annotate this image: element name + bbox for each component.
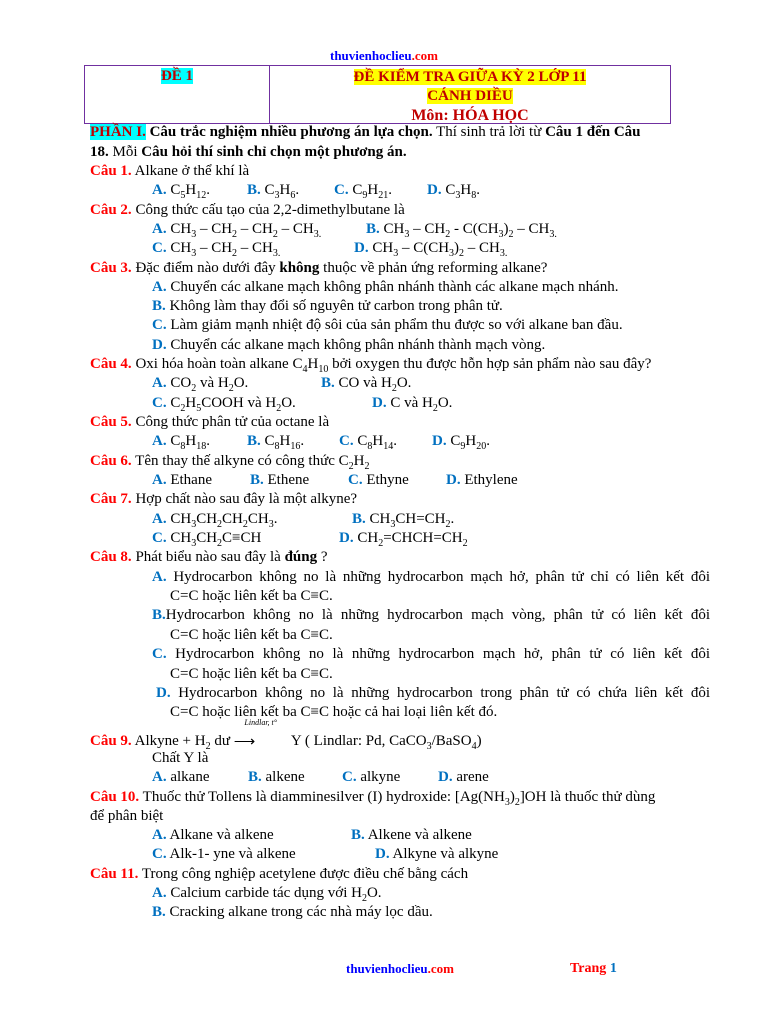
q8-option-b [152,607,710,624]
q4-options-ab: A. $CO_2$ và $H_2O$. B. CO và $H_2O$. [152,375,412,394]
option-a-label: A. [152,769,167,785]
intro-bold-2: Câu 1 đến Câu [545,124,641,140]
option-a-text: Ethane [166,472,212,488]
q9-text-3: Y ( Lindlar: Pd, CaCO [287,732,427,749]
option-d-label: D. [438,769,453,785]
option-a-text-2: O. [366,885,382,901]
q8-option-b-cont [170,627,333,644]
q6-label: Câu 6. [90,453,132,469]
intro-bold-3: 18. [90,144,109,160]
option-b-text: Không làm thay đổi số nguyên tử carbon trong phân tử. [169,298,503,314]
option-d-text: Hydrocarbon không no là những hydrocarbon trong phân tử có chứa liên kết đôi [170,685,710,701]
option-c-label: C. [152,530,167,546]
option-b-cont: C=C hoặc liên kết ba C≡C. [170,627,333,643]
question-1 [90,163,249,180]
q8-option-c-cont [170,666,333,683]
question-6: Câu 6. Tên thay thế alkyne có công thức $C_2H_2$ [90,453,370,472]
option-b-text: Ethene [263,472,310,488]
page-num: 1 [609,961,617,976]
q11-label: Câu 11. [90,866,139,882]
option-a-cont: C=C hoặc liên kết ba C≡C. [170,588,333,604]
option-c-text: Hydrocarbon không no là những hydrocarbon mạch hở, phân tử có liên kết đôi [166,646,710,662]
q3-option-a [152,279,619,296]
page-number [570,961,617,977]
option-c-label: C. [152,240,167,256]
q3-option-d [152,337,545,354]
q8-option-a-cont [170,588,333,605]
option-d-text: Alkyne và alkyne [389,846,499,862]
option-a-text: alkane [166,769,210,785]
option-d-label: D. [432,433,447,449]
option-a-label: A. [152,511,167,527]
option-c-text: alkyne [356,769,401,785]
q9-text-5: ) [476,732,482,749]
option-c-text: Ethyne [362,472,409,488]
intro-text-1: Thí sinh trả lời từ [432,124,546,140]
intro-text-2: Mỗi [108,144,142,160]
q3-label: Câu 3. [90,260,132,276]
option-a-label: A. [152,221,167,237]
q3-text-2: thuộc về phản ứng reforming alkane? [319,260,548,276]
option-b-label: B. [366,221,380,237]
reaction-arrow-icon: Lindlar, t° ⟶ [234,732,288,751]
option-c-label: C. [342,769,357,785]
option-d-cont: C=C hoặc liên kết ba C≡C hoặc cả hai loại liên kết đó. [170,704,498,720]
option-d-label: D. [339,530,354,546]
question-3 [90,260,547,277]
option-a-label: A. [152,827,167,843]
option-c-label: C. [152,317,167,333]
q4-text-1: Oxi hóa hoàn toàn alkane C [131,356,303,372]
q3-bold: không [279,260,320,276]
header-right-cell [270,66,670,123]
q8-text-2: ? [317,549,328,565]
q10-text-2: ) [509,789,515,805]
q2-options-cd: C. $CH_3 - CH_2 - CH_{3.}$ D. $CH_3 - C(CH_3)_2 - CH_{3.}$ [152,240,508,259]
q1-options: A. $C_5H_{12}$. B. $C_3H_6$. C. $C_9H_{21}$. D. $C_3H_8$. [152,182,480,201]
option-c-label: C. [152,395,167,411]
option-b-label: B. [247,182,261,198]
q8-text-1: Phát biểu nào sau đây là [131,549,285,565]
q8-option-a [152,569,710,586]
option-b-label: B. [351,827,365,843]
q2-options-ab: A. $CH_3 - CH_2 - CH_2 - CH_{3.}$ B. $CH_3 - CH_2 - C(CH_3)_2 - CH_{3.}$ [152,221,557,240]
q4-text-2: bởi oxygen thu được hỗn hợp sản phẩm nào sau đây? [328,356,652,372]
q9-line-2 [152,750,208,767]
option-b-text: Cracking alkane trong các nhà máy lọc dầu. [165,904,433,920]
site-name: thuvienhoclieu [330,48,412,63]
q5-label: Câu 5. [90,414,132,430]
option-d-text: arene [452,769,489,785]
q8-bold: đúng [284,549,318,565]
q7-options-cd: C. $CH_3CH_2C\equiv CH$ D. $CH_2=CHCH=CH_2$ [152,530,468,549]
q8-option-c [152,646,710,663]
option-d-label: D. [427,182,442,198]
option-c-label: C. [348,472,363,488]
option-c-label: C. [152,646,167,662]
q9-text-line2: Chất Y là [152,750,209,766]
option-a-label: A. [152,885,167,901]
site-tld: .com [411,48,438,63]
question-4: Câu 4. Oxi hóa hoàn toàn alkane $C_4H_{10}$ bởi oxygen thu được hỗn hợp sản phẩm nào sau đây? [90,356,652,375]
q10-options-cd [152,846,499,863]
q11-text: Trong công nghiệp acetylene được điều chế bằng cách [138,866,469,882]
option-c-label: C. [334,182,349,198]
arrow-label: Lindlar, t° [244,718,277,727]
option-c-label: C. [339,433,354,449]
q6-text: Tên thay thế alkyne có công thức C [131,453,349,469]
exam-subject: Môn: HÓA HỌC [411,107,529,124]
question-9: Câu 9. Alkyne + $H_2$ dư Lindlar, t° ⟶ Y ( Lindlar: Pd, CaCO$_3$/BaSO$_4$) [90,718,482,752]
q8-option-d-cont [170,704,497,721]
option-a-text: Alkane và alkene [166,827,274,843]
q10-options-ab [152,827,472,844]
q10-line-2 [90,808,163,825]
intro-bold-4: Câu hỏi thí sinh chỉ chọn một phương án. [141,144,407,160]
option-d-text: Ethylene [460,472,518,488]
option-d-label: D. [372,395,387,411]
q8-label: Câu 8. [90,549,132,565]
site-name-top [0,48,768,64]
q3-text-1: Đặc điểm nào dưới đây [131,260,280,276]
q8-option-d [156,685,710,702]
q6-options [152,472,518,489]
exam-title: ĐỀ KIỂM TRA GIỮA KỲ 2 LỚP 11 [353,69,587,85]
header-table [84,65,671,124]
option-a-label: A. [152,569,167,585]
page-label: Trang [570,961,607,976]
option-d-label: D. [375,846,390,862]
option-c-text: Alk-1- yne và alkene [166,846,296,862]
q11-option-a: A. Calcium carbide tác dụng với $H_2O$. [152,885,382,904]
question-10: Câu 10. Thuốc thử Tollens là diamminesilver (I) hydroxide: $[Ag(NH_3)_2]OH$ là thuốc thử dùng [90,789,656,808]
question-11 [90,866,468,883]
option-d-label: D. [152,337,167,353]
site-tld: .com [427,961,454,976]
q1-text: Alkane ở thể khí là [131,163,250,179]
option-c-label: C. [152,846,167,862]
option-d-label: D. [446,472,461,488]
option-d-label: D. [156,685,171,701]
q10-text-1: Thuốc thử Tollens là diamminesilver (I) hydroxide: [Ag(NH [139,789,505,805]
option-a-text: Chuyển các alkane mạch không phân nhánh thành các alkane mạch nhánh. [170,279,619,295]
q4-label: Câu 4. [90,356,132,372]
q7-label: Câu 7. [90,491,132,507]
q3-option-c [152,317,623,334]
q5-options: A. $C_8H_{18}$. B. $C_8H_{16}$. C. $C_8H_{14}$. D. $C_9H_{20}$. [152,433,490,452]
q1-label: Câu 1. [90,163,132,179]
q9-label: Câu 9. [90,732,132,749]
q9-text-4: /BaSO [431,732,472,749]
intro-line-2 [90,144,407,161]
option-b-text: alkene [261,769,305,785]
option-b-label: B. [248,769,262,785]
q10-label: Câu 10. [90,789,140,805]
header-left-cell [85,66,270,123]
option-a-label: A. [152,433,167,449]
site-name: thuvienhoclieu [346,961,428,976]
option-a-text: Calcium carbide tác dụng với H [166,885,362,901]
option-a-label: A. [152,279,167,295]
option-b-label: B. [152,904,166,920]
q3-option-b [152,298,503,315]
option-b-text: Alkene và alkene [364,827,472,843]
option-a-text: Hydrocarbon không no là những hydrocarbon mạch hở, phân tử chỉ có liên kết đôi [166,569,710,585]
option-c-cont: C=C hoặc liên kết ba C≡C. [170,666,333,682]
option-a-label: A. [152,182,167,198]
question-2 [90,202,405,219]
option-d-label: D. [354,240,369,256]
option-a-label: A. [152,375,167,391]
intro-bold-1: Câu trắc nghiệm nhiều phương án lựa chọn. [145,124,433,140]
option-b-label: B. [152,298,166,314]
q7-options-ab: A. $CH_3CH_2CH_2CH_3$. B. $CH_3CH=CH_2$. [152,511,455,530]
q4-options-cd: C. $C_2H_5COOH$ và $H_2O$. D. C và $H_2O$. [152,395,453,414]
option-b-label: B. [352,511,366,527]
option-b-text: Hydrocarbon không no là những hydrocarbon mạch vòng, phân tử có liên kết đôi [165,607,710,623]
q7-text: Hợp chất nào sau đây là một alkyne? [131,491,358,507]
option-b-label: B. [152,607,166,623]
q11-option-b [152,904,433,921]
q5-text: Công thức phân tử của octane là [131,414,330,430]
option-b-label: B. [247,433,261,449]
q2-label: Câu 2. [90,202,132,218]
q9-text-2: dư [210,732,230,749]
q2-text: Công thức cấu tạo của 2,2-dimethylbutane là [131,202,405,218]
intro-line-1 [90,124,641,141]
option-d-text: Chuyển các alkane mạch không phân nhánh thành mạch vòng. [170,337,546,353]
option-c-text: Làm giảm mạnh nhiệt độ sôi của sản phẩm thu được so với alkane ban đầu. [170,317,623,333]
q9-text-1: Alkyne + H [131,732,206,749]
question-7 [90,491,357,508]
exam-series: CÁNH DIỀU [427,88,513,104]
part-label: PHẦN I. [90,124,146,140]
site-name-bottom [0,961,768,977]
question-5 [90,414,329,431]
exam-number: ĐỀ 1 [160,68,194,84]
q10-text-line2: để phân biệt [90,808,164,824]
option-b-label: B. [321,375,335,391]
option-a-label: A. [152,472,167,488]
q9-options [152,769,489,786]
option-b-label: B. [250,472,264,488]
q10-text-3: ]OH là thuốc thử dùng [519,789,656,805]
question-8 [90,549,328,566]
